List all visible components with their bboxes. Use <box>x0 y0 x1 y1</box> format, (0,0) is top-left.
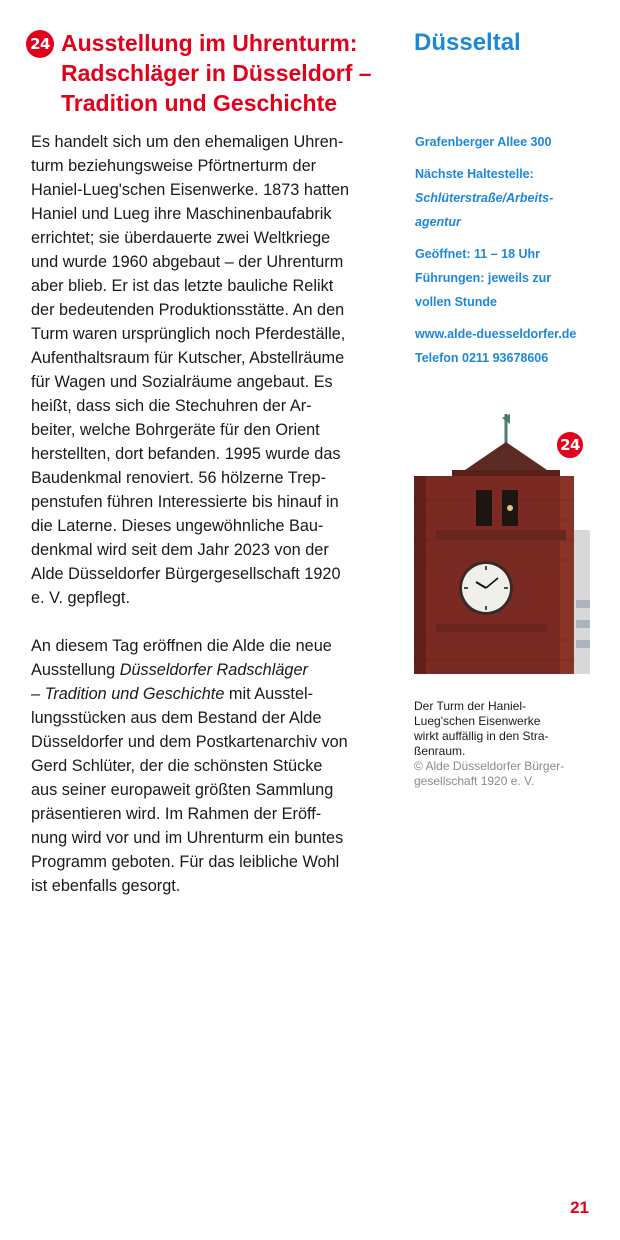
stop-name: agentur <box>415 215 461 229</box>
body-line: Gerd Schlüter, der die schönsten Stücke <box>31 757 323 775</box>
body-line: turm beziehungsweise Pförtnerturm der <box>31 157 317 175</box>
article-title <box>26 28 396 118</box>
body-line: penstufen führen Interessierte bis hinauf in <box>31 493 339 511</box>
exhibition-subtitle: – Tradition und Geschichte <box>31 685 225 703</box>
body-line: lungsstücken aus dem Bestand der Alde <box>31 709 322 727</box>
caption-line: wirkt auffällig in den Stra- <box>414 729 549 743</box>
photo-caption <box>414 699 604 789</box>
body-line: aber blieb. Er ist das letzte bauliche Relikt <box>31 277 334 295</box>
body-line: Programm geboten. Für das leibliche Wohl <box>31 853 340 871</box>
website-link[interactable]: www.alde-duesseldorfer.de <box>415 327 577 341</box>
body-line: beiter, welche Bohrgeräte für den Orient <box>31 421 320 439</box>
body-line: errichtet; sie überdauerte zwei Weltkriege <box>31 229 331 247</box>
body-line: Alde Düsseldorfer Bürgergesellschaft 1920 <box>31 565 341 583</box>
info-box <box>415 130 605 370</box>
tours-info: vollen Stunde <box>415 295 497 309</box>
body-line: präsentieren wird. Im Rahmen der Eröff- <box>31 805 322 823</box>
body-line <box>31 682 391 706</box>
caption-line: Der Turm der Haniel- <box>414 699 527 713</box>
body-line: und wurde 1960 abgebaut – der Uhrenturm <box>31 253 344 271</box>
body-line: für Wagen und Sozialräume angebaut. Es <box>31 373 333 391</box>
body-line: Haniel-Lueg'schen Eisenwerke. 1873 hatten <box>31 181 350 199</box>
exhibition-title: Düsseldorfer Radschläger <box>119 661 308 679</box>
body-line: e. V. gepflegt. <box>31 589 130 607</box>
title-line: Radschläger in Düsseldorf – <box>61 60 372 86</box>
body-line: nung wird vor und im Uhrenturm ein buntes <box>31 829 344 847</box>
body-line: Aufenthaltsraum für Kutscher, Abstellräume <box>31 349 345 367</box>
body-line: Haniel und Lueg ihre Maschinenbaufabrik <box>31 205 332 223</box>
opening-hours: Geöffnet: 11 – 18 Uhr <box>415 247 541 261</box>
photo-credit: © Alde Düsseldorfer Bürger- <box>414 759 565 773</box>
caption-line: ßenraum. <box>414 744 466 758</box>
title-line: Tradition und Geschichte <box>61 90 338 116</box>
tours-info: Führungen: jeweils zur <box>415 271 552 285</box>
caption-line: Lueg'schen Eisenwerke <box>414 714 541 728</box>
photo-number-badge: 24 <box>555 430 585 460</box>
page-number: 21 <box>570 1198 589 1217</box>
body-line: Düsseldorfer und dem Postkartenarchiv von <box>31 733 348 751</box>
body-line: die Laterne. Dieses ungewöhnliche Bau- <box>31 517 324 535</box>
body-line: Es handelt sich um den ehemaligen Uhren- <box>31 133 344 151</box>
body-line: An diesem Tag eröffnen die Alde die neue <box>31 637 332 655</box>
body-line: Baudenkmal renoviert. 56 hölzerne Trep- <box>31 469 327 487</box>
number-badge: 24 <box>26 30 54 58</box>
body-line: heißt, dass sich die Stechuhren der Ar- <box>31 397 312 415</box>
body-line <box>31 658 391 682</box>
body-line: der bedeutenden Produktionsstätte. An den <box>31 301 345 319</box>
body-line: ist ebenfalls gesorgt. <box>31 877 181 895</box>
body-line: Turm waren ursprünglich noch Pferdeställe, <box>31 325 346 343</box>
photo-credit: gesellschaft 1920 e. V. <box>414 774 535 788</box>
phone-number: Telefon 0211 93678606 <box>415 351 549 365</box>
body-line: herstellten, dort befanden. 1995 wurde das <box>31 445 341 463</box>
body-text-span: Ausstellung <box>31 661 120 679</box>
district-heading: Düsseltal <box>414 29 521 56</box>
stop-label: Nächste Haltestelle: <box>415 167 534 181</box>
address: Grafenberger Allee 300 <box>415 135 552 149</box>
body-text-span: mit Ausstel- <box>224 685 314 703</box>
body-line: denkmal wird seit dem Jahr 2023 von der <box>31 541 329 559</box>
title-line: Ausstellung im Uhrenturm: <box>61 30 358 56</box>
stop-name: Schlüterstraße/Arbeits- <box>415 191 554 205</box>
article-body <box>31 130 391 898</box>
body-line: aus seiner europaweit größten Sammlung <box>31 781 334 799</box>
